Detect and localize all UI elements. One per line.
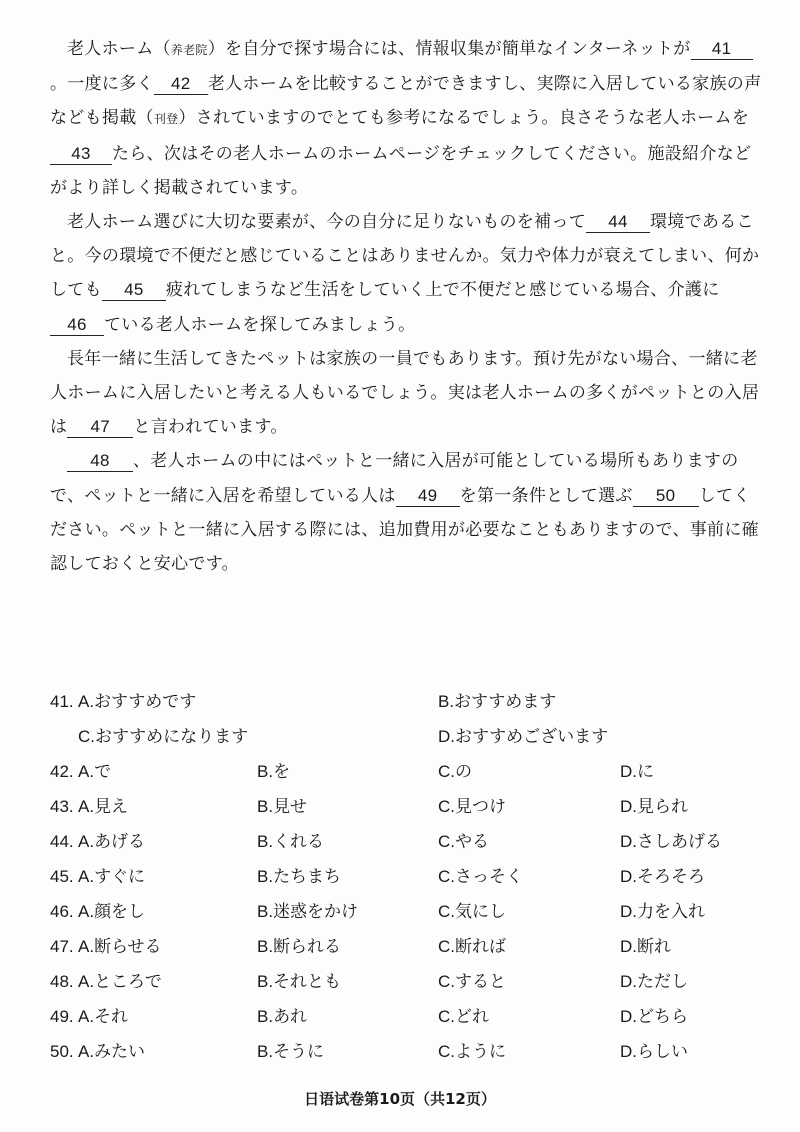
option-41-c[interactable]: C.おすすめになります (78, 727, 249, 747)
option-a[interactable]: A.ところで (78, 972, 162, 992)
reading-passage (50, 32, 762, 581)
question-number: 50. (50, 1042, 74, 1061)
option-b[interactable]: B.たちまち (257, 867, 342, 887)
blank-42[interactable]: 42 (154, 74, 208, 95)
blank-47[interactable]: 47 (67, 417, 133, 438)
option-a[interactable]: A.みたい (78, 1042, 146, 1062)
passage-text: を第一条件として選ぶ (459, 485, 633, 506)
option-d[interactable]: D.に (620, 762, 654, 782)
question-row (50, 964, 770, 999)
option-b[interactable]: B.断られる (257, 937, 342, 957)
blank-50[interactable]: 50 (633, 486, 699, 507)
passage-text: 。一度に多く (50, 74, 154, 95)
option-41-a[interactable]: A.おすすめです (78, 692, 197, 712)
blank-49[interactable]: 49 (396, 486, 460, 507)
option-d[interactable]: D.見られ (620, 797, 688, 817)
blank-43[interactable]: 43 (50, 144, 112, 165)
option-a[interactable]: A.で (78, 762, 112, 782)
option-a[interactable]: A.見え (78, 797, 129, 817)
blank-44[interactable]: 44 (586, 212, 650, 233)
question-row (50, 999, 770, 1034)
question-row (50, 754, 770, 789)
option-c[interactable]: C.の (438, 762, 472, 782)
option-c[interactable]: C.断れば (438, 937, 506, 957)
option-d[interactable]: D.さしあげる (620, 832, 722, 852)
option-b[interactable]: B.を (257, 762, 291, 782)
question-row (50, 859, 770, 894)
option-d[interactable]: D.どちら (620, 1007, 688, 1027)
option-c[interactable]: C.どれ (438, 1007, 489, 1027)
question-number: 46. (50, 902, 74, 921)
passage-text: 老人ホームを比較することができますし、実際に入居している家族の声なども掲載（ (50, 74, 762, 129)
paragraph-3 (50, 342, 762, 445)
annotation-text: 刊登 (153, 112, 179, 127)
question-number: 41. (50, 692, 74, 711)
question-number: 44. (50, 832, 74, 851)
question-number: 45. (50, 867, 74, 886)
passage-text: ）を自分で探す場合には、情報収集が簡単なインターネットが (207, 39, 691, 59)
question-number: 47. (50, 937, 74, 956)
option-b[interactable]: B.そうに (257, 1042, 325, 1062)
option-d[interactable]: D.そろそろ (620, 867, 705, 887)
blank-48[interactable]: 48 (67, 451, 133, 472)
blank-45[interactable]: 45 (102, 280, 166, 301)
option-c[interactable]: C.気にし (438, 902, 506, 922)
passage-text: 環境であること。今の環境で不便だと感じていることはありませんか。気力や体力が衰えてしまい、何かしても (50, 212, 760, 301)
option-b[interactable]: B.それとも (257, 972, 342, 992)
option-d[interactable]: D.断れ (620, 937, 671, 957)
option-c[interactable]: C.見つけ (438, 797, 506, 817)
option-a[interactable]: A.それ (78, 1007, 129, 1027)
option-b[interactable]: B.迷惑をかけ (257, 902, 359, 922)
paragraph-1 (50, 32, 762, 205)
option-d[interactable]: D.力を入れ (620, 902, 705, 922)
question-41-row-1 (50, 684, 770, 719)
passage-text: 老人ホーム（ (67, 39, 171, 59)
answer-options (50, 684, 770, 1069)
passage-text: ている老人ホームを探してみましょう。 (104, 314, 416, 335)
paragraph-4 (50, 444, 762, 581)
option-c[interactable]: C.ように (438, 1042, 506, 1062)
passage-text: してください。ペットと一緒に入居する際には、追加費用が必要なこともありますので、事前に確認しておくと安心です。 (50, 485, 759, 575)
question-row (50, 894, 770, 929)
passage-text: 長年一緒に生活してきたペットは家族の一員でもあります。預け先がない場合、一緒に老人ホームに入居したいと考える人もいるでしょう。実は老人ホームの多くがペットとの入居は (50, 348, 760, 438)
question-41-row-2 (50, 719, 770, 754)
option-a[interactable]: A.顔をし (78, 902, 146, 922)
question-number: 42. (50, 762, 74, 781)
passage-text: ）されていますのでとても参考になるでしょう。良さそうな老人ホームを (178, 108, 750, 129)
passage-text: たら、次はその老人ホームのホームページをチェックしてください。施設紹介などがより詳しく掲載されています。 (50, 143, 752, 198)
question-row (50, 824, 770, 859)
option-c[interactable]: C.さっそく (438, 867, 523, 887)
option-b[interactable]: B.くれる (257, 832, 325, 852)
option-b[interactable]: B.あれ (257, 1007, 308, 1027)
blank-46[interactable]: 46 (50, 315, 104, 336)
option-d[interactable]: D.らしい (620, 1042, 688, 1062)
question-number: 48. (50, 972, 74, 991)
page-footer: 日语试卷第10页（共12页） (304, 1090, 496, 1108)
question-row (50, 789, 770, 824)
question-number: 49. (50, 1007, 74, 1026)
option-41-b[interactable]: B.おすすめます (438, 692, 557, 712)
passage-text: と言われています。 (133, 417, 288, 438)
blank-41[interactable]: 41 (691, 39, 753, 60)
option-c[interactable]: C.すると (438, 972, 506, 992)
paragraph-2 (50, 205, 762, 342)
option-a[interactable]: A.あげる (78, 832, 146, 852)
question-row (50, 1034, 770, 1069)
option-41-d[interactable]: D.おすすめございます (438, 727, 609, 747)
question-number: 43. (50, 797, 74, 816)
option-b[interactable]: B.見せ (257, 797, 308, 817)
option-d[interactable]: D.ただし (620, 972, 688, 992)
passage-text: 、老人ホームの中にはペットと一緒に入居が可能としている場所もありますので、ペットと一緒に入居を希望している人は (50, 451, 739, 506)
option-c[interactable]: C.やる (438, 832, 489, 852)
passage-text: 疲れてしまうなど生活をしていく上で不便だと感じている場合、介護に (165, 280, 720, 301)
option-a[interactable]: A.断らせる (78, 937, 162, 957)
question-row (50, 929, 770, 964)
passage-text: 老人ホーム選びに大切な要素が、今の自分に足りないものを補って (67, 212, 586, 233)
option-a[interactable]: A.すぐに (78, 867, 146, 887)
annotation-text: 养老院 (170, 43, 208, 57)
